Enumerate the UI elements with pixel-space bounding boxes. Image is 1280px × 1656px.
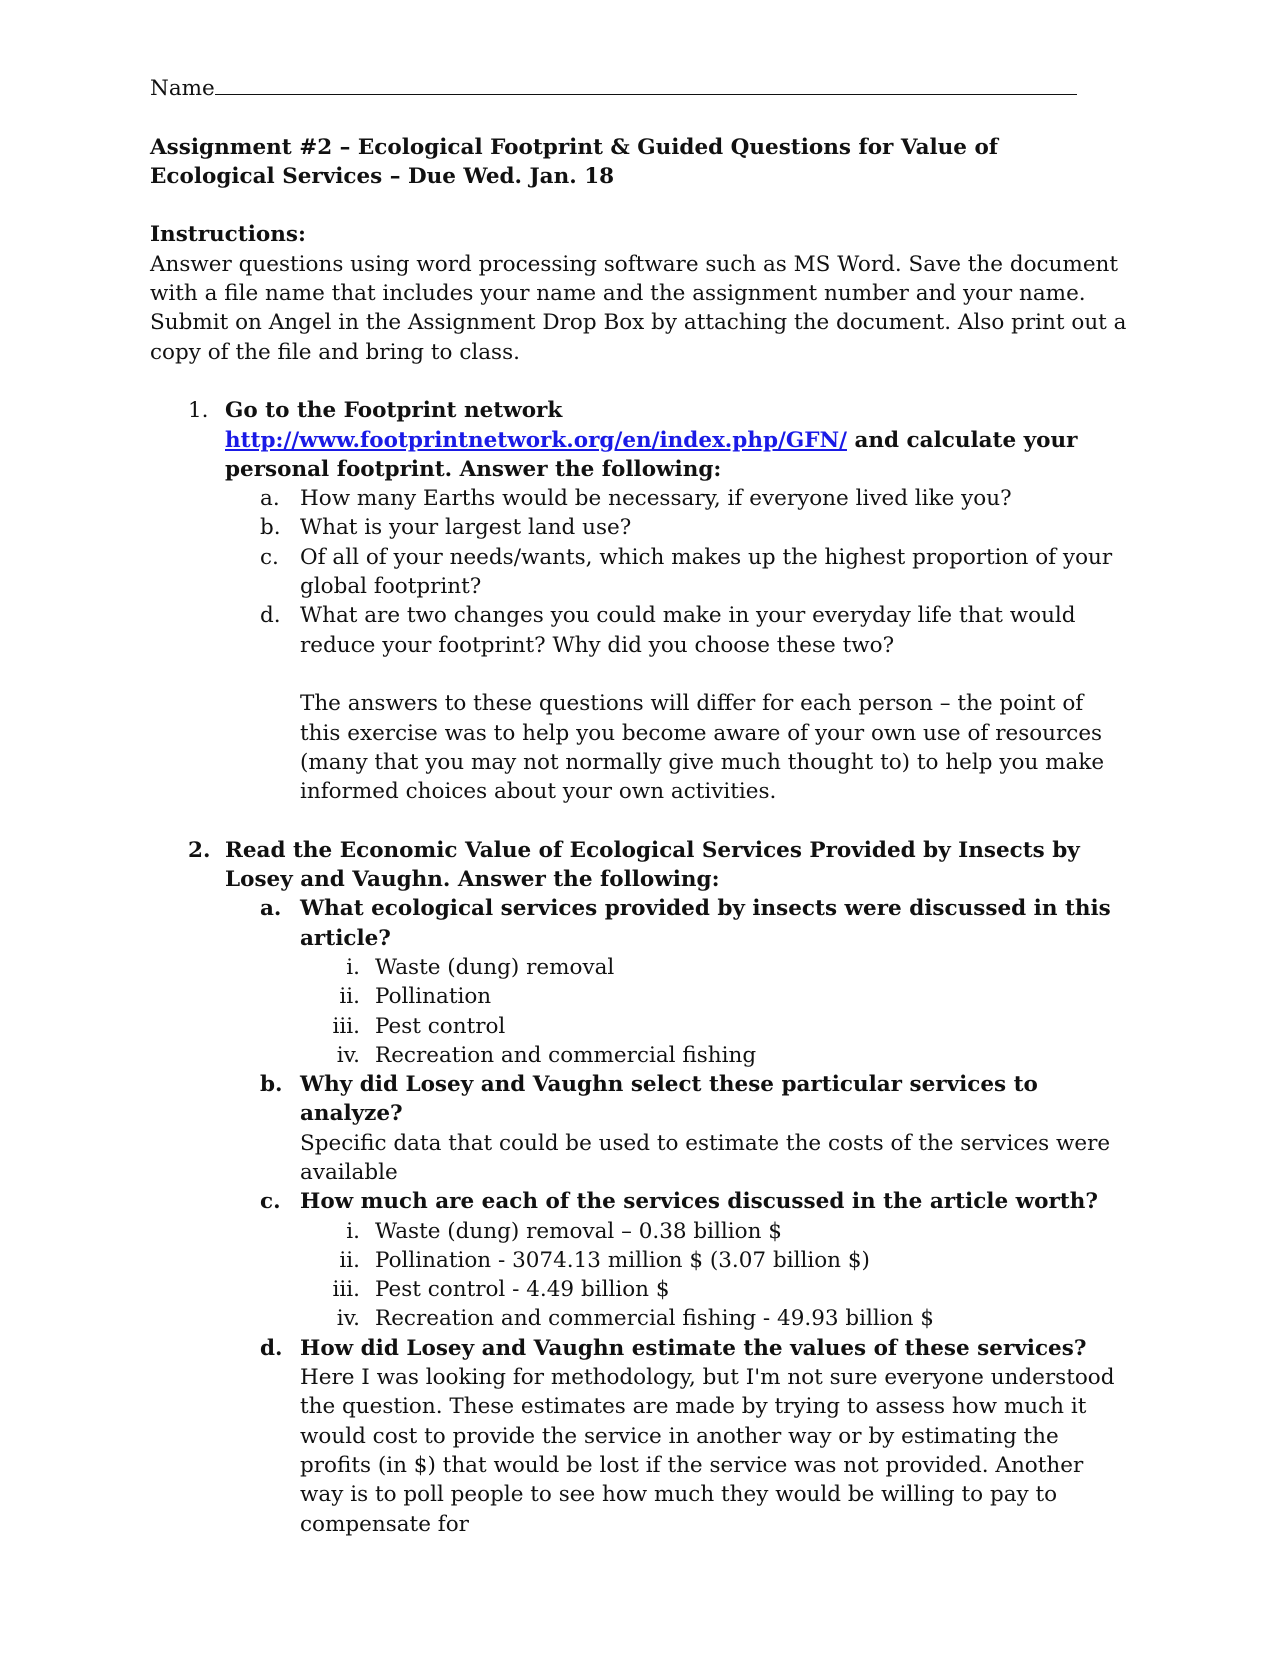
name-blank[interactable] <box>215 74 1077 95</box>
question-2 <box>150 836 1130 895</box>
item-marker: a. <box>260 896 282 922</box>
subitem-marker: ii. <box>339 1247 360 1273</box>
item-marker: b. <box>260 1072 283 1098</box>
subitem-text: Pollination <box>375 984 492 1010</box>
item-marker: d. <box>260 603 281 629</box>
subitem-marker: iv. <box>336 1042 360 1068</box>
name-line <box>150 74 1130 103</box>
question-2c <box>150 1187 1130 1216</box>
question-number: 2. <box>188 837 211 863</box>
question-1 <box>150 396 1130 484</box>
instructions-heading: Instructions: <box>150 222 306 248</box>
question-1-item <box>150 484 1130 513</box>
question-number: 1. <box>188 398 209 424</box>
assignment-title: Assignment #2 – Ecological Footprint & Guided Questions for Value of Ecological Services – Due Wed. Jan. 18 <box>150 134 999 189</box>
subitem-text: Pollination - 3074.13 million $ (3.07 billion $) <box>375 1247 870 1273</box>
subitem <box>150 982 1130 1011</box>
question-2-text: Read the Economic Value of Ecological Services Provided by Insects by Losey and Vaughn. Answer the following: <box>225 837 1080 893</box>
subitem-text: Waste (dung) removal <box>375 954 615 980</box>
subitem-marker: iii. <box>332 1013 360 1039</box>
subitem-text: Waste (dung) removal – 0.38 billion $ <box>375 1218 782 1244</box>
item-marker: d. <box>260 1335 283 1361</box>
subitem <box>150 1041 1130 1070</box>
subitem-marker: iv. <box>336 1306 360 1332</box>
item-text: How many Earths would be necessary, if everyone lived like you? <box>300 486 1012 512</box>
item-marker: c. <box>260 1189 281 1215</box>
question-2b <box>150 1070 1130 1129</box>
question-1-item <box>150 513 1130 542</box>
instructions-body: Answer questions using word processing software such as MS Word. Save the document with a file name that includes your name and the assignment number and your name. Submit on Angel in the Assignment Drop Box by attaching the document. Also print out a copy of the file and bring to class. <box>150 251 1127 365</box>
subitem-marker: iii. <box>332 1277 360 1303</box>
item-marker: c. <box>260 544 279 570</box>
question-2b-answer: Specific data that could be used to estimate the costs of the services were available <box>300 1130 1111 1185</box>
subitem-marker: i. <box>346 954 360 980</box>
subitem <box>150 953 1130 982</box>
item-text: How much are each of the services discussed in the article worth? <box>300 1189 1098 1215</box>
subitem <box>150 1012 1130 1041</box>
document-page <box>150 74 1130 1539</box>
item-text: Why did Losey and Vaughn select these particular services to analyze? <box>300 1072 1038 1127</box>
question-1-item <box>150 543 1130 602</box>
item-text: What are two changes you could make in your everyday life that would reduce your footprint? Why did you choose these two? <box>300 603 1076 658</box>
item-marker: b. <box>260 515 281 541</box>
question-1-text-before: Go to the Footprint network <box>225 398 563 424</box>
subitem <box>150 1304 1130 1333</box>
question-2d-answer: Here I was looking for methodology, but I'm not sure everyone understood the question. These estimates are made by trying to assess how much it would cost to provide the service in another way or by estimating the profits (in $) that would be lost if the service was not provided. Another way is to poll people to see how much they would be willing to pay to compensate for <box>300 1365 1115 1537</box>
name-label: Name <box>150 76 215 101</box>
question-2d <box>150 1334 1130 1363</box>
item-marker: a. <box>260 486 280 512</box>
item-text: What is your largest land use? <box>300 515 632 541</box>
subitem-marker: ii. <box>339 984 360 1010</box>
subitem-text: Pest control <box>375 1013 506 1039</box>
item-text: What ecological services provided by insects were discussed in this article? <box>300 896 1111 951</box>
item-text: Of all of your needs/wants, which makes up the highest proportion of your global footprint? <box>300 544 1113 600</box>
subitem-marker: i. <box>346 1218 360 1244</box>
subitem <box>150 1246 1130 1275</box>
question-2a <box>150 894 1130 953</box>
question-1-item <box>150 601 1130 660</box>
subitem-text: Recreation and commercial fishing <box>375 1042 757 1068</box>
question-1-answer: The answers to these questions will differ for each person – the point of this exercise was to help you become aware of your own use of resources (many that you may not normally give much thought to) to help you make informed choices about your own activities. <box>300 691 1105 805</box>
subitem-text: Pest control - 4.49 billion $ <box>375 1277 670 1303</box>
footprint-network-link[interactable]: http://www.footprintnetwork.org/en/index.php/GFN/ <box>225 427 847 453</box>
subitem-text: Recreation and commercial fishing - 49.93 billion $ <box>375 1306 934 1332</box>
item-text: How did Losey and Vaughn estimate the values of these services? <box>300 1335 1087 1361</box>
question-1-text-after: and calculate your personal footprint. Answer the following: <box>225 427 1078 482</box>
subitem <box>150 1217 1130 1246</box>
subitem <box>150 1275 1130 1304</box>
